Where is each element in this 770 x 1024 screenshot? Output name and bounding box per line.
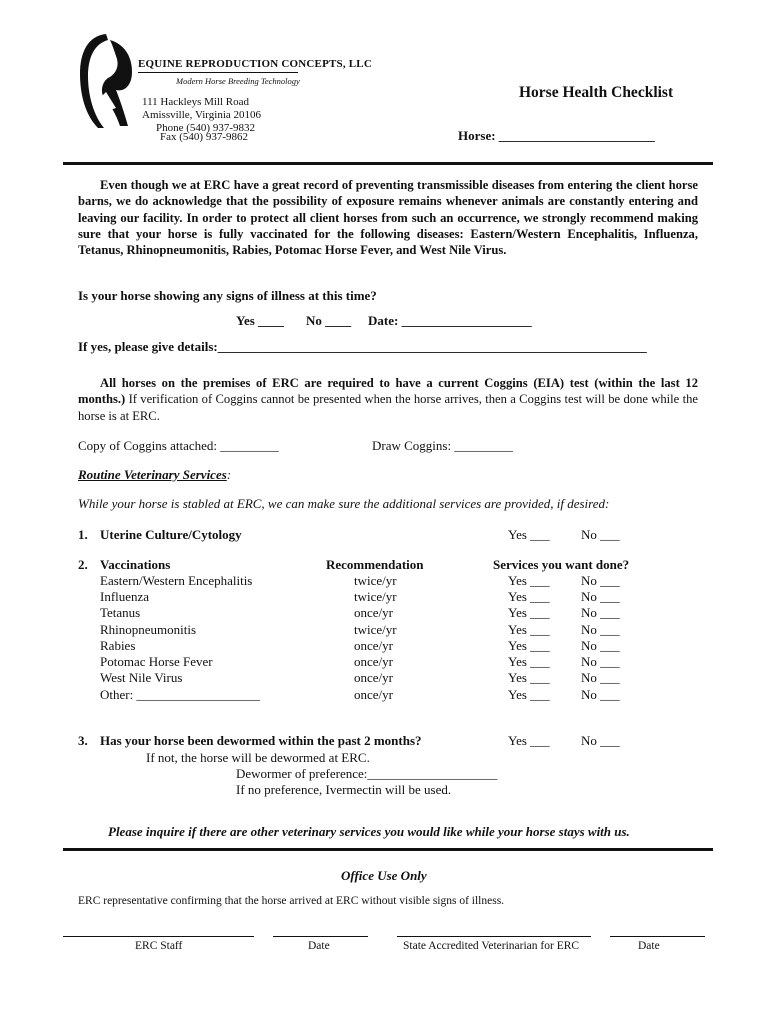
vaccine-no-field[interactable]: No ___	[581, 687, 620, 702]
illness-yes-field[interactable]: Yes ____	[236, 313, 285, 328]
recommendation-header: Recommendation	[326, 557, 424, 572]
coggins-copy-field[interactable]: Copy of Coggins attached: _________	[78, 438, 279, 453]
phone-number: Phone (540) 937-9832	[156, 122, 255, 134]
uterine-number: 1.	[78, 527, 88, 542]
coggins-verification: If verification of Coggins cannot be presented when the horse arrives, then a Coggins test will be done while the horse is at ERC.	[78, 392, 698, 423]
routine-heading-colon: :	[226, 467, 232, 482]
routine-heading	[78, 467, 231, 483]
coggins-paragraph	[78, 375, 698, 424]
uterine-label: Uterine Culture/Cytology	[100, 527, 242, 542]
vaccine-no-field[interactable]: No ___	[581, 670, 620, 685]
deworm-number: 3.	[78, 733, 88, 748]
vaccine-frequency: twice/yr	[354, 622, 397, 637]
vaccine-frequency: once/yr	[354, 605, 393, 620]
illness-details-field[interactable]: If yes, please give details:__________________________________________________________________	[78, 339, 647, 354]
vaccine-frequency: once/yr	[354, 687, 393, 702]
dewormer-default-note: If no preference, Ivermectin will be used.	[236, 782, 452, 797]
coggins-draw-field[interactable]: Draw Coggins: _________	[372, 438, 513, 453]
horse-logo-icon	[76, 30, 136, 130]
erc-staff-signature-line[interactable]	[63, 936, 254, 937]
staff-date-label: Date	[308, 940, 330, 952]
deworm-no-field[interactable]: No ___	[581, 733, 620, 748]
vaccine-no-field[interactable]: No ___	[581, 605, 620, 620]
vaccine-yes-field[interactable]: Yes ___	[508, 654, 550, 669]
vaccine-name: Potomac Horse Fever	[100, 654, 213, 669]
vaccine-other-field[interactable]: Other: ___________________	[100, 687, 260, 702]
vaccine-no-field[interactable]: No ___	[581, 589, 620, 604]
routine-heading-text: Routine Veterinary Services	[78, 467, 227, 482]
illness-question: Is your horse showing any signs of illness at this time?	[78, 288, 377, 303]
intro-paragraph: Even though we at ERC have a great record of preventing transmissible diseases from entering the client horse barns, we do acknowledge that the possibility of exposure remains whenever animals are constantly entering and leaving our facility. In order to protect all client horses from such an occurrence, we strongly recommend making sure that your horse is fully vaccinated for the following diseases: Eastern/Western Encephalitis, Influenza, Tetanus, Rhinopneumonitis, Rabies, Potomac Horse Fever, and West Nile Virus.	[78, 178, 698, 258]
erc-staff-label: ERC Staff	[135, 940, 183, 952]
fax-number: Fax (540) 937-9862	[160, 131, 248, 143]
vaccine-yes-field[interactable]: Yes ___	[508, 638, 550, 653]
company-tagline: Modern Horse Breeding Technology	[176, 76, 300, 86]
illness-date-field[interactable]: Date: ____________________	[368, 313, 532, 328]
coggins-requirement: All horses on the premises of ERC are required to have a current Coggins (EIA) test (within the last 12 months.)	[78, 376, 698, 407]
company-name: EQUINE REPRODUCTION CONCEPTS, LLC	[138, 58, 372, 70]
vaccinations-label: Vaccinations	[100, 557, 171, 572]
vaccine-yes-field[interactable]: Yes ___	[508, 605, 550, 620]
vaccine-no-field[interactable]: No ___	[581, 573, 620, 588]
logo-rule	[138, 72, 298, 73]
vaccine-frequency: once/yr	[354, 670, 393, 685]
vaccine-frequency: once/yr	[354, 654, 393, 669]
vaccine-name: Eastern/Western Encephalitis	[100, 573, 253, 588]
deworm-note: If not, the horse will be dewormed at ERC.	[146, 750, 370, 765]
office-confirm-text: ERC representative confirming that the horse arrived at ERC without visible signs of illness.	[78, 895, 505, 907]
veterinarian-date-line[interactable]	[610, 936, 705, 937]
erc-logo	[76, 30, 136, 130]
vaccine-yes-field[interactable]: Yes ___	[508, 573, 550, 588]
deworm-question: Has your horse been dewormed within the past 2 months?	[100, 733, 422, 748]
vaccine-yes-field[interactable]: Yes ___	[508, 622, 550, 637]
vaccine-name: West Nile Virus	[100, 670, 183, 685]
vaccine-frequency: once/yr	[354, 638, 393, 653]
routine-subtitle: While your horse is stabled at ERC, we can make sure the additional services are provided, if desired:	[78, 496, 610, 511]
vaccine-name: Influenza	[100, 589, 150, 604]
office-divider	[63, 848, 713, 851]
vaccine-yes-field[interactable]: Yes ___	[508, 670, 550, 685]
deworm-yes-field[interactable]: Yes ___	[508, 733, 550, 748]
vaccine-name: Rhinopneumonitis	[100, 622, 197, 637]
vaccinations-number: 2.	[78, 557, 88, 572]
illness-no-field[interactable]: No ____	[306, 313, 352, 328]
vaccine-yes-field[interactable]: Yes ___	[508, 589, 550, 604]
veterinarian-date-label: Date	[638, 940, 660, 952]
staff-date-line[interactable]	[273, 936, 368, 937]
uterine-no-field[interactable]: No ___	[581, 527, 620, 542]
page-title: Horse Health Checklist	[519, 84, 674, 101]
header-divider	[63, 162, 713, 165]
vaccine-no-field[interactable]: No ___	[581, 622, 620, 637]
services-header: Services you want done?	[493, 557, 630, 572]
vaccine-no-field[interactable]: No ___	[581, 638, 620, 653]
vaccine-frequency: twice/yr	[354, 589, 397, 604]
inquire-note: Please inquire if there are other veterinary services you would like while your horse stays with us.	[108, 824, 630, 839]
address-line-2: Amissville, Virginia 20106	[142, 109, 262, 121]
address-line-1: 111 Hackleys Mill Road	[142, 96, 250, 108]
uterine-yes-field[interactable]: Yes ___	[508, 527, 550, 542]
veterinarian-label: State Accredited Veterinarian for ERC	[403, 940, 580, 952]
veterinarian-signature-line[interactable]	[397, 936, 591, 937]
vaccine-no-field[interactable]: No ___	[581, 654, 620, 669]
vaccine-name: Rabies	[100, 638, 136, 653]
horse-name-field[interactable]: Horse: ________________________	[458, 128, 655, 143]
vaccine-yes-field[interactable]: Yes ___	[508, 687, 550, 702]
office-use-title: Office Use Only	[341, 868, 427, 883]
vaccine-name: Tetanus	[100, 605, 141, 620]
vaccine-frequency: twice/yr	[354, 573, 397, 588]
dewormer-preference-field[interactable]: Dewormer of preference:____________________	[236, 766, 498, 781]
